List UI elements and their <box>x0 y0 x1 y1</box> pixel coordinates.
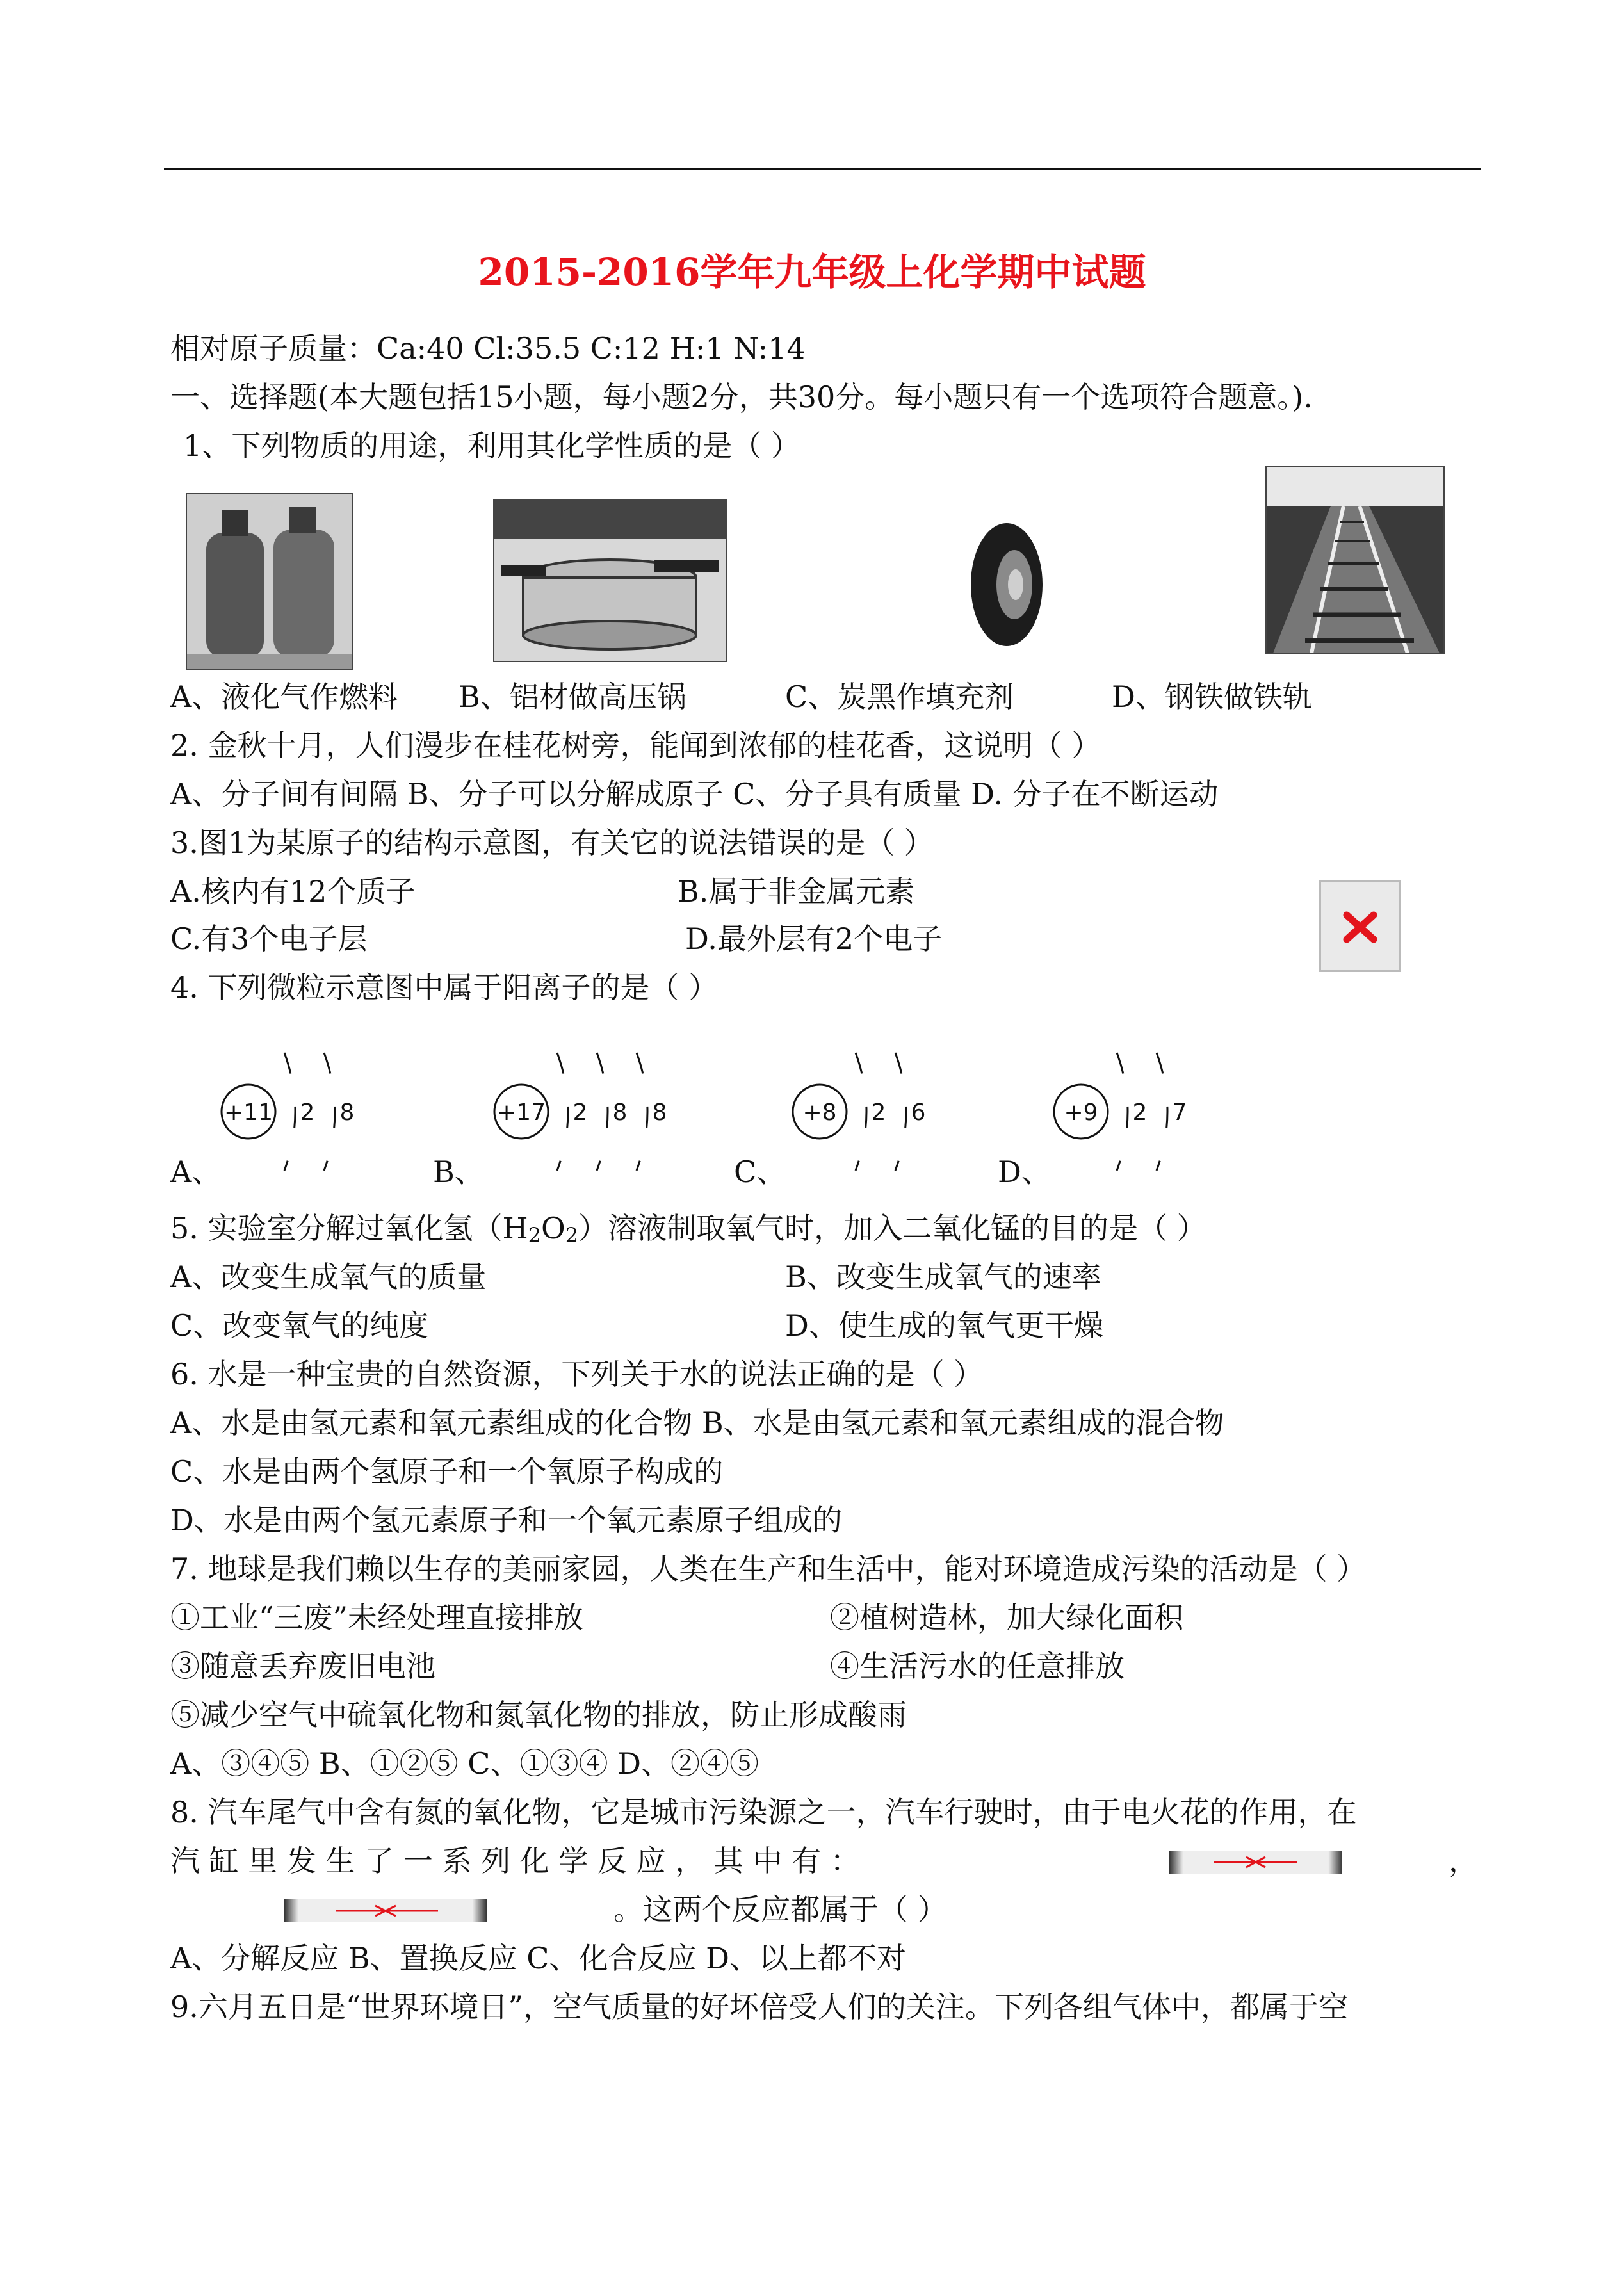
electron-shell-arc <box>1157 1053 1167 1171</box>
q4-option-label: A、 <box>170 1155 222 1189</box>
atom-diagram <box>483 1041 713 1182</box>
q7-item-5: ⑤减少空气中硫氧化物和氮氧化物的排放，防止形成酸雨 <box>170 1698 907 1732</box>
q1-option-d: D、钢铁做铁轨 <box>1112 679 1312 714</box>
q3-option-d: D.最外层有2个电子 <box>685 921 943 956</box>
section-heading: 一、选择题(本大题包括15小题，每小题2分，共30分。每小题只有一个选项符合题意。). <box>170 380 1313 414</box>
q8-options: A、分解反应 B、置换反应 C、化合反应 D、以上都不对 <box>170 1941 906 1975</box>
broken-image-icon <box>1319 880 1401 972</box>
q5-stem: 5. 实验室分解过氧化氢（H2O2）溶液制取氧气时，加入二氧化锰的目的是（ ） <box>170 1211 1206 1247</box>
q1-stem: 1、下列物质的用途，利用其化学性质的是（ ） <box>183 428 800 463</box>
q3-option-a: A.核内有12个质子 <box>170 874 416 909</box>
q6-option-ab: A、水是由氢元素和氧元素组成的化合物 B、水是由氢元素和氧元素组成的混合物 <box>170 1406 1224 1440</box>
q4-option-label: B、 <box>433 1155 484 1189</box>
q7-item-2: ②植树造林，加大绿化面积 <box>830 1600 1183 1635</box>
shell-electron-count: 8 <box>652 1099 667 1126</box>
q8-stem-line2: 汽 缸 里 发 生 了 一 系 列 化 学 反 应 ， 其 中 有 ： <box>170 1844 860 1878</box>
q4-stem: 4. 下列微粒示意图中属于阳离子的是（ ） <box>170 970 719 1005</box>
equation-image-2 <box>284 1899 487 1922</box>
nucleus-charge: +11 <box>224 1099 273 1126</box>
q7-options: A、③④⑤ B、①②⑤ C、①③④ D、②④⑤ <box>170 1746 759 1781</box>
nucleus-charge: +8 <box>802 1099 837 1126</box>
q1-option-c: C、炭黑作填充剂 <box>785 679 1014 714</box>
shell-electron-count: 2 <box>572 1099 588 1126</box>
q7-item-3: ③随意丢弃废旧电池 <box>170 1649 435 1683</box>
q1-option-b: B、铝材做高压锅 <box>459 679 686 714</box>
atom-diagram <box>210 1041 441 1182</box>
shell-electron-count: 2 <box>871 1099 886 1126</box>
page-title: 2015-2016学年九年级上化学期中试题 <box>478 250 1146 294</box>
shell-electron-count: 7 <box>1172 1099 1187 1126</box>
q4-option-label: C、 <box>734 1155 786 1189</box>
q9-stem: 9.六月五日是“世界环境日”，空气质量的好坏倍受人们的关注。下列各组气体中，都属于空 <box>170 1990 1348 2024</box>
shell-electron-count: 6 <box>911 1099 926 1126</box>
electron-shell-arc <box>637 1053 647 1171</box>
q3-option-b: B.属于非金属元素 <box>678 874 915 909</box>
railway-track-photo <box>1265 466 1445 654</box>
shell-electron-count: 8 <box>339 1099 355 1126</box>
header-rule <box>164 168 1481 170</box>
electron-shell-arc <box>284 1053 295 1171</box>
electron-shell-arc <box>895 1053 906 1171</box>
electron-shell-arc <box>597 1053 608 1171</box>
q8-stem-comma: ， <box>1449 1844 1478 1878</box>
gas-cylinders-photo <box>186 493 353 670</box>
tire-photo <box>966 520 1048 649</box>
atom-diagram <box>781 1041 1012 1182</box>
electron-shell-arc <box>324 1053 335 1171</box>
q5-option-a: A、改变生成氧气的质量 <box>170 1260 487 1294</box>
q6-stem: 6. 水是一种宝贵的自然资源，下列关于水的说法正确的是（ ） <box>170 1357 984 1391</box>
q7-item-1: ①工业“三废”未经处理直接排放 <box>170 1600 584 1635</box>
shell-electron-count: 2 <box>1132 1099 1148 1126</box>
q6-option-c: C、水是由两个氢原子和一个氧原子构成的 <box>170 1454 724 1489</box>
electron-shell-arc <box>557 1053 568 1171</box>
q2-options: A、分子间有间隔 B、分子可以分解成原子 C、分子具有质量 D. 分子在不断运动 <box>170 777 1219 811</box>
nucleus-charge: +9 <box>1064 1099 1098 1126</box>
q5-option-b: B、改变生成氧气的速率 <box>785 1260 1101 1294</box>
q8-stem-line1: 8. 汽车尾气中含有氮的氧化物，它是城市污染源之一，汽车行驶时，由于电火花的作用，在 <box>170 1795 1357 1829</box>
q4-option-label: D、 <box>998 1155 1051 1189</box>
q3-option-c: C.有3个电子层 <box>170 921 368 956</box>
atom-diagram <box>1043 1041 1273 1182</box>
q8-stem-line3: 。这两个反应都属于（ ） <box>613 1892 947 1927</box>
q6-option-d: D、水是由两个氢元素原子和一个氧元素原子组成的 <box>170 1503 842 1537</box>
nucleus-charge: +17 <box>497 1099 546 1126</box>
q2-stem: 2. 金秋十月，人们漫步在桂花树旁，能闻到浓郁的桂花香，这说明（ ） <box>170 728 1101 763</box>
q5-option-c: C、改变氧气的纯度 <box>170 1308 429 1343</box>
q1-option-a: A、液化气作燃料 <box>170 679 398 714</box>
equation-image-1 <box>1169 1851 1342 1874</box>
electron-shell-arc <box>1117 1053 1128 1171</box>
q3-stem: 3.图1为某原子的结构示意图，有关它的说法错误的是（ ） <box>170 825 934 860</box>
atomic-masses: 相对原子质量：Ca:40 Cl:35.5 C:12 H:1 N:14 <box>170 331 806 366</box>
shell-electron-count: 8 <box>612 1099 628 1126</box>
q7-item-4: ④生活污水的任意排放 <box>830 1649 1125 1683</box>
q7-stem: 7. 地球是我们赖以生存的美丽家园，人类在生产和生活中，能对环境造成污染的活动是（ ） <box>170 1552 1367 1586</box>
q5-option-d: D、使生成的氧气更干燥 <box>785 1308 1103 1343</box>
shell-electron-count: 2 <box>300 1099 315 1126</box>
electron-shell-arc <box>856 1053 866 1171</box>
pressure-cooker-photo <box>493 499 727 662</box>
